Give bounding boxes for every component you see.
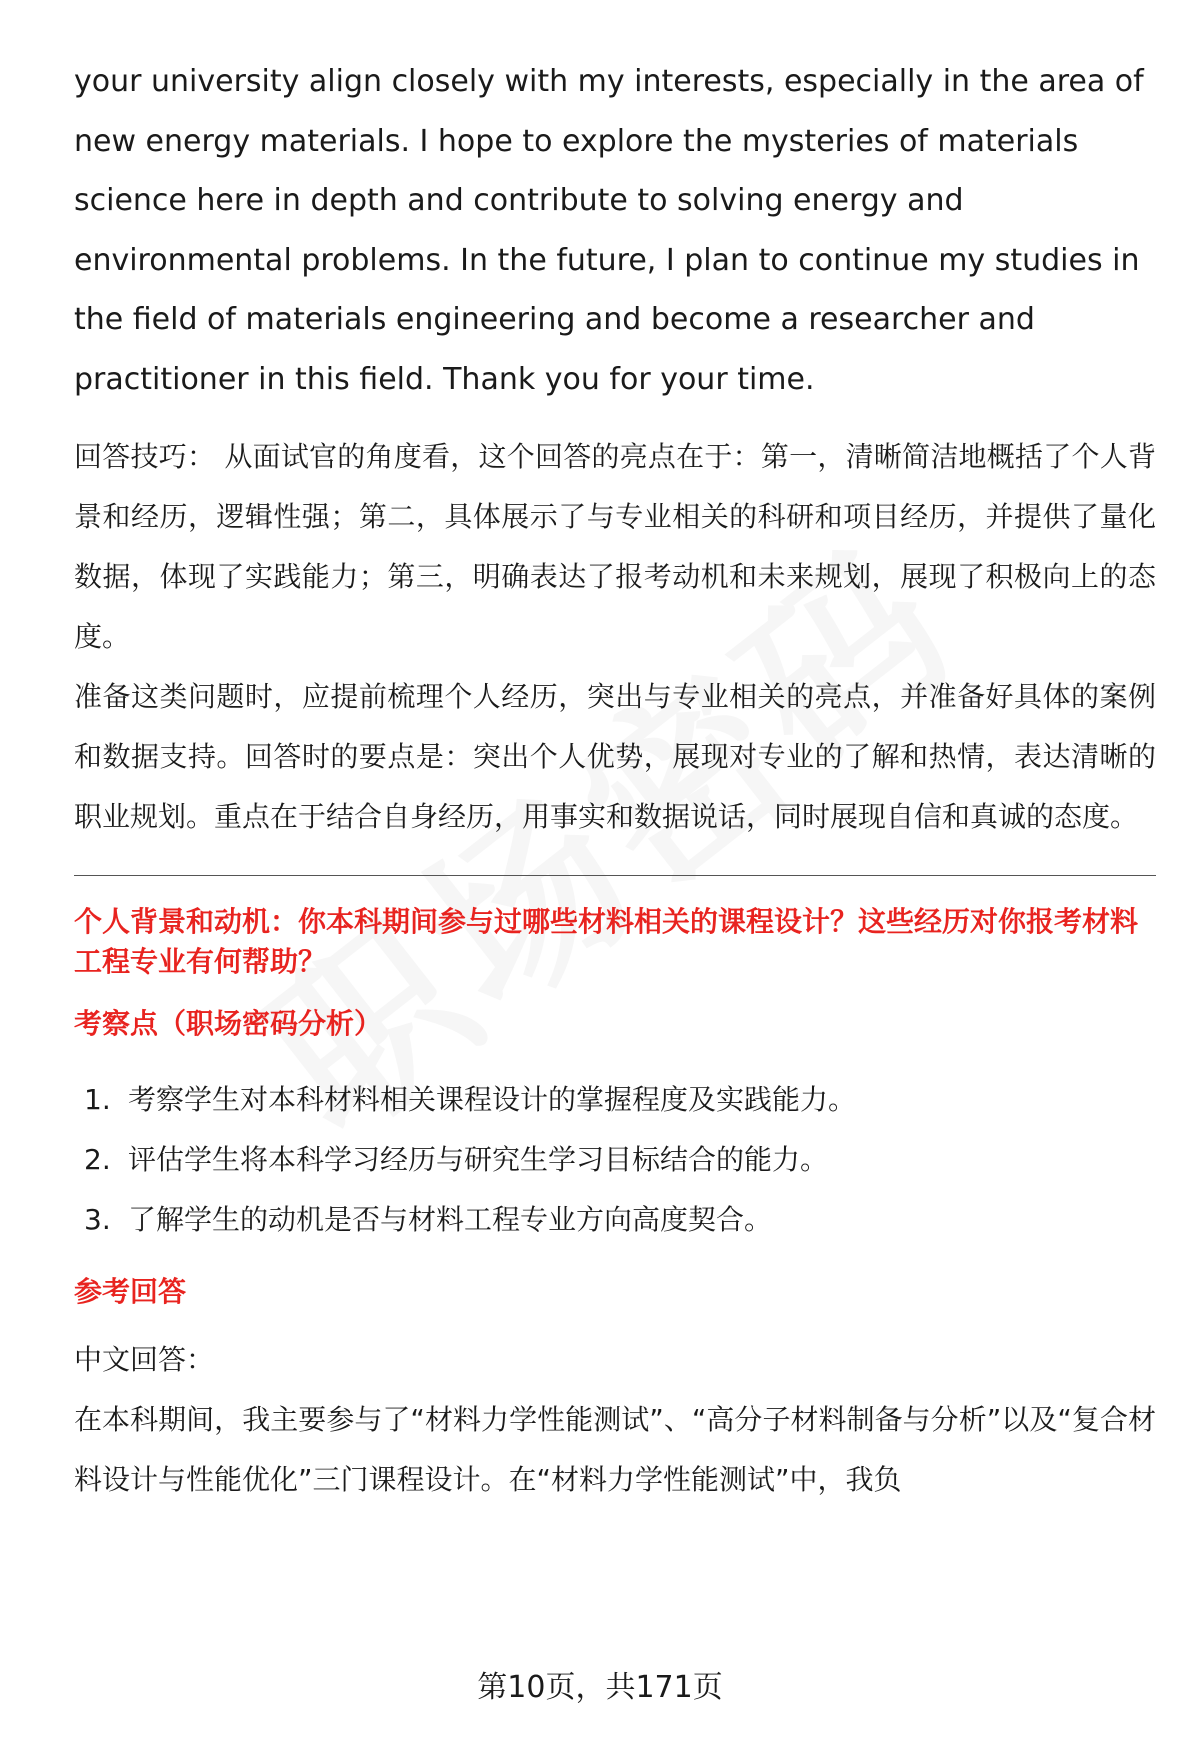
chinese-answer-paragraph: 在本科期间，我主要参与了“材料力学性能测试”、“高分子材料制备与分析”以及“复合材料设计与性能优化”三门课程设计。在“材料力学性能测试”中，我负 [74, 1403, 1156, 1496]
list-item-text: 了解学生的动机是否与材料工程专业方向高度契合。 [128, 1203, 773, 1236]
page-content [74, 52, 1156, 1510]
list-item-number: 2. [84, 1143, 111, 1176]
answer-tips-paragraph: 回答技巧： 从面试官的角度看，这个回答的亮点在于：第一，清晰简洁地概括了个人背景和经历，逻辑性强；第二，具体展示了与专业相关的科研和项目经历，并提供了量化数据，体现了实践能力；第三，明确表达了报考动机和未来规划，展现了积极向上的态度。 [74, 440, 1156, 653]
list-item [74, 1070, 1156, 1130]
list-item-number: 3. [84, 1203, 111, 1236]
assessment-points-list [74, 1070, 1156, 1250]
list-item [74, 1190, 1156, 1250]
preparation-tips-paragraph: 准备这类问题时，应提前梳理个人经历，突出与专业相关的亮点，并准备好具体的案例和数据支持。回答时的要点是：突出个人优势，展现对专业的了解和热情，表达清晰的职业规划。重点在于结合自身经历，用事实和数据说话，同时展现自信和真诚的态度。 [74, 680, 1156, 833]
question-title: 个人背景和动机：你本科期间参与过哪些材料相关的课程设计？这些经历对你报考材料工程专业有何帮助？ [74, 905, 1139, 978]
english-answer-paragraph: your university align closely with my interests, especially in the area of new energy materials. I hope to explore the mysteries of materials science here in depth and contribute to solving energy and environmental problems. In the future, I plan to continue my studies in the field of materials engineering and become a researcher and practitioner in this field. Thank you for your time. [74, 64, 1144, 397]
list-item-number: 1. [84, 1083, 111, 1116]
page-number-footer: 第10页，共171页 [477, 1670, 723, 1705]
list-item [74, 1130, 1156, 1190]
list-item-text: 考察学生对本科材料相关课程设计的掌握程度及实践能力。 [128, 1083, 857, 1116]
section-divider [74, 875, 1156, 876]
list-item-text: 评估学生将本科学习经历与研究生学习目标结合的能力。 [128, 1143, 829, 1176]
assessment-heading: 考察点（职场密码分析） [74, 1007, 383, 1040]
reference-answer-heading: 参考回答 [74, 1275, 187, 1308]
chinese-answer-label: 中文回答： [74, 1343, 215, 1376]
